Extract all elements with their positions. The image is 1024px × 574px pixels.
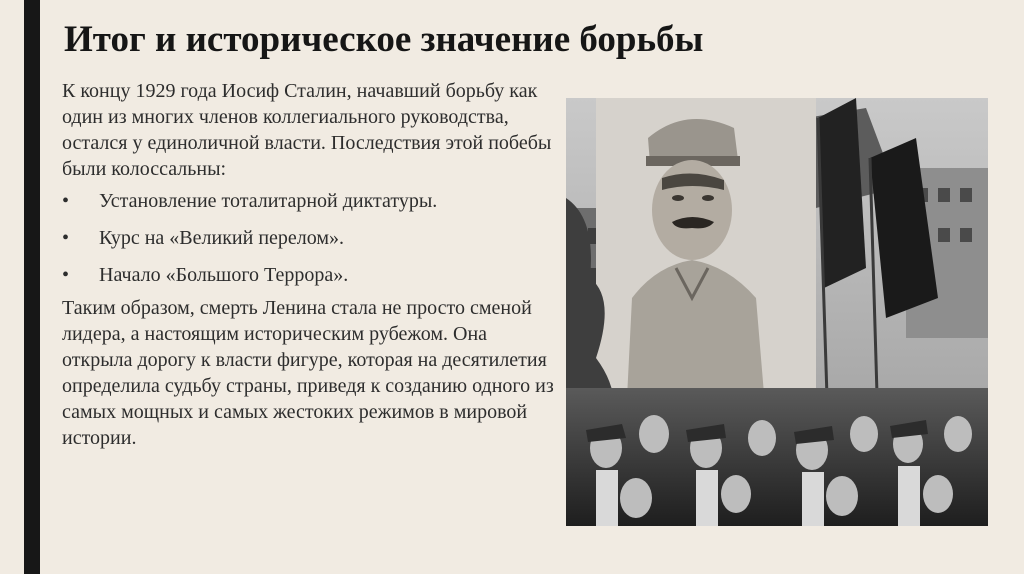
- bullet-item: [62, 262, 557, 288]
- bullet-marker: •: [62, 227, 70, 249]
- slide-body: [62, 78, 557, 451]
- intro-paragraph: К концу 1929 года Иосиф Сталин, начавший борьбу как один из многих членов коллегиального руководства, остался у единоличной власти. Последствия этой побебы были колоссальны:: [62, 80, 552, 180]
- conclusion-paragraph: Таким образом, смерть Ленина стала не просто сменой лидера, а настоящим историческим рубежом. Она открыла дорогу к власти фигуре, которая на десятилетия определила судьбу страны, приведя к созданию одного из самых мощных и самых жестоких режимов в мировой истории.: [62, 297, 554, 449]
- historical-photo: [566, 98, 988, 526]
- bullet-list: [62, 188, 557, 288]
- bullet-text: Начало «Большого Террора».: [99, 264, 349, 286]
- bullet-item: [62, 225, 557, 251]
- bullet-text: Установление тоталитарной диктатуры.: [99, 190, 438, 212]
- bullet-marker: •: [62, 264, 70, 286]
- slide-title: Итог и историческое значение борьбы: [64, 19, 704, 60]
- bullet-marker: •: [62, 190, 70, 212]
- bullet-item: [62, 188, 557, 214]
- left-accent-bar: [24, 0, 40, 574]
- bullet-text: Курс на «Великий перелом».: [99, 227, 345, 249]
